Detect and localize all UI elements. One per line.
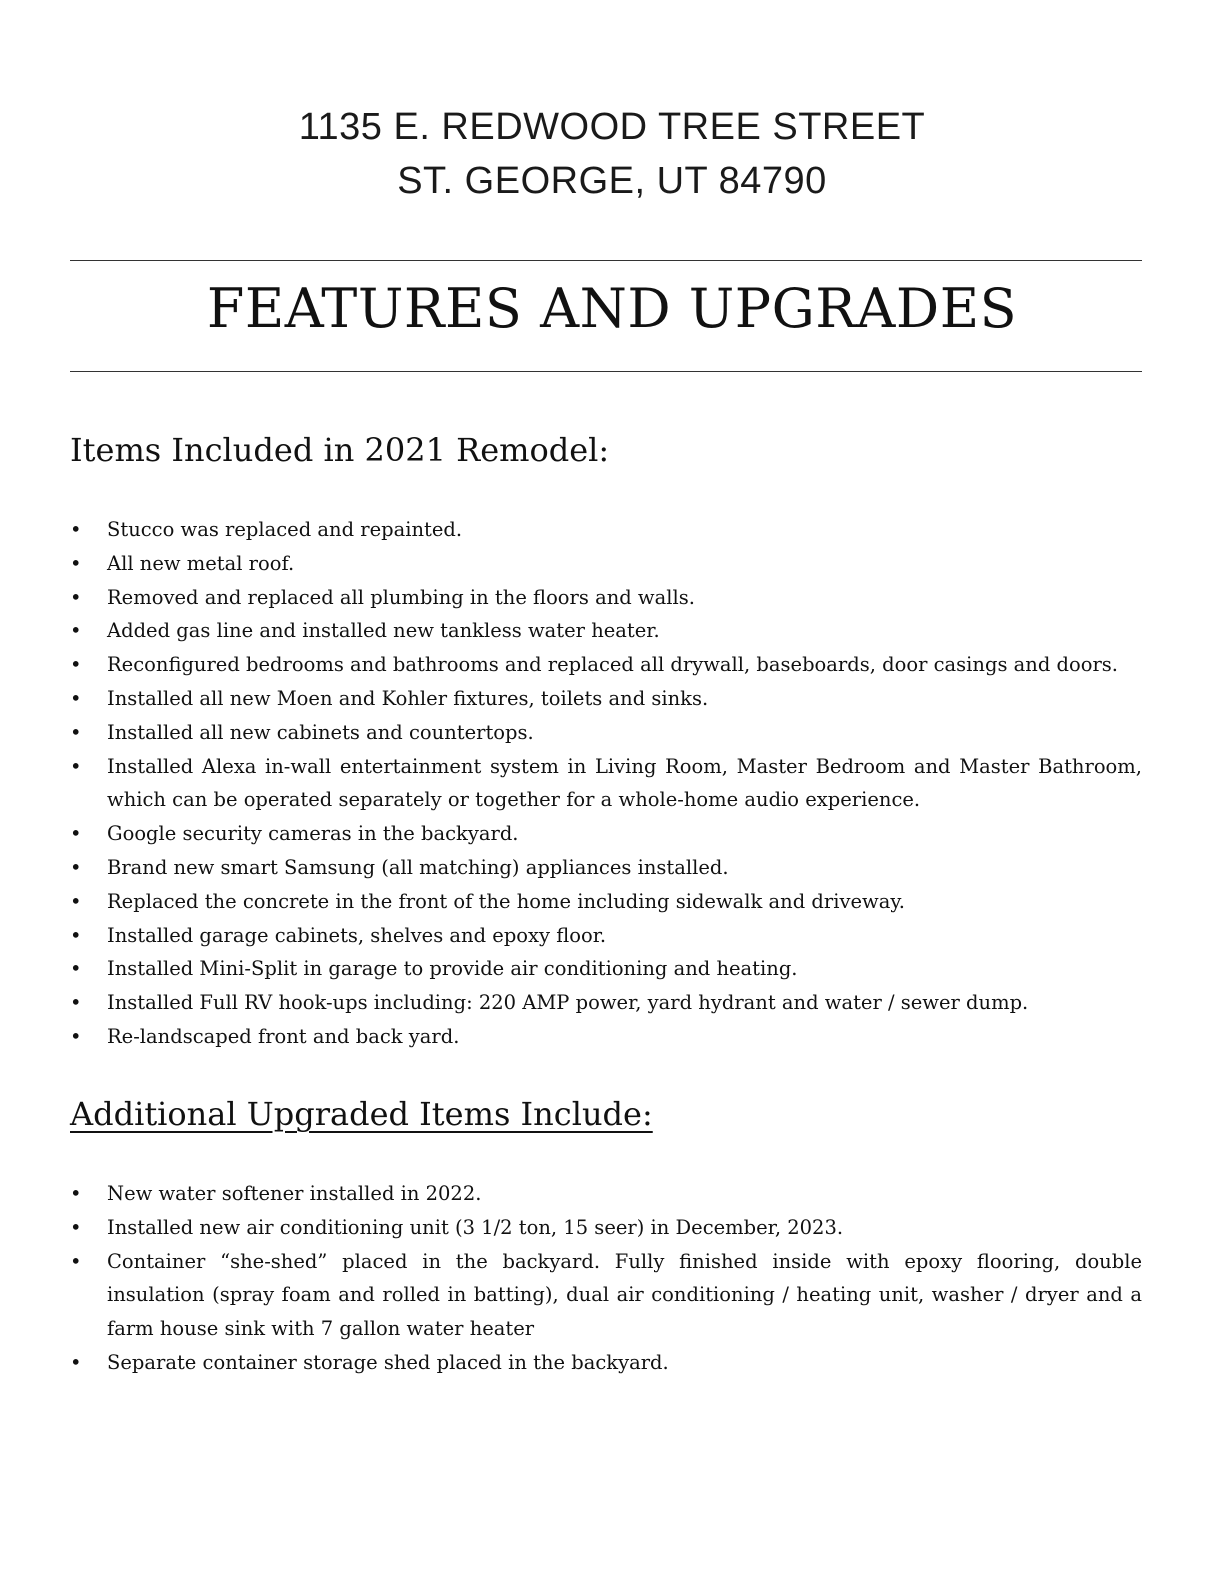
list-item xyxy=(70,817,1142,851)
property-address xyxy=(0,100,1224,208)
divider-top xyxy=(70,260,1142,261)
list-item xyxy=(70,581,1142,615)
bullet-icon: • xyxy=(70,619,82,643)
list-item xyxy=(70,885,1142,919)
list-item xyxy=(70,614,1142,648)
bullet-icon: • xyxy=(70,889,82,913)
list-item-text: Installed all new cabinets and countertops. xyxy=(107,720,534,744)
list-item xyxy=(70,1245,1142,1346)
list-item xyxy=(70,1211,1142,1245)
bullet-icon: • xyxy=(70,686,82,710)
list-item xyxy=(70,513,1142,547)
address-street: 1135 E. REDWOOD TREE STREET xyxy=(298,106,926,148)
bullet-icon: • xyxy=(70,1182,82,1205)
list-item xyxy=(70,986,1142,1020)
bullet-icon: • xyxy=(70,1350,82,1374)
bullet-icon: • xyxy=(70,518,82,541)
bullet-icon: • xyxy=(70,991,82,1015)
list-item xyxy=(70,952,1142,986)
list-item xyxy=(70,648,1142,682)
divider-bottom xyxy=(70,371,1142,372)
list-item-text: Replaced the concrete in the front of the home including sidewalk and driveway. xyxy=(107,889,905,913)
list-item-text: Installed garage cabinets, shelves and epoxy floor. xyxy=(107,923,607,947)
list-item-text: All new metal roof. xyxy=(107,551,295,575)
list-item-text: Added gas line and installed new tankless water heater. xyxy=(107,619,660,643)
list-item xyxy=(70,1020,1142,1054)
bullet-icon: • xyxy=(70,1249,82,1273)
bullet-icon: • xyxy=(70,923,82,947)
bullet-icon: • xyxy=(70,653,82,677)
list-item xyxy=(70,1346,1142,1380)
list-item xyxy=(70,682,1142,716)
list-item-text: Google security cameras in the backyard. xyxy=(107,822,519,846)
section-heading-remodel: Items Included in 2021 Remodel: xyxy=(70,431,610,469)
list-item-text: Installed Mini-Split in garage to provide air conditioning and heating. xyxy=(107,957,798,981)
list-item-text: Re-landscaped front and back yard. xyxy=(107,1024,460,1048)
list-item xyxy=(70,716,1142,750)
list-item-text: New water softener installed in 2022. xyxy=(107,1182,482,1205)
list-item-text: Container “she-shed” placed in the backyard. Fully finished inside with epoxy flooring, double insulation (spray foam and rolled in batting), dual air conditioning / heating unit, washer / dryer and a farm house sink with 7 gallon water heater xyxy=(107,1249,1142,1341)
list-item-text: Installed Full RV hook-ups including: 220 AMP power, yard hydrant and water / sewer dump. xyxy=(107,991,1029,1015)
list-item-text: Separate container storage shed placed in the backyard. xyxy=(107,1350,669,1374)
bullet-icon: • xyxy=(70,1024,82,1048)
address-city-state-zip: ST. GEORGE, UT 84790 xyxy=(397,160,827,202)
list-item xyxy=(70,1177,1142,1211)
list-item-text: Brand new smart Samsung (all matching) appliances installed. xyxy=(107,855,729,879)
list-item-text: Stucco was replaced and repainted. xyxy=(107,518,463,541)
remodel-items-list xyxy=(70,513,1142,1054)
bullet-icon: • xyxy=(70,585,82,609)
list-item-text: Installed Alexa in-wall entertainment system in Living Room, Master Bedroom and Master Bathroom, which can be operated separately or together for a whole-home audio experience. xyxy=(107,754,1142,812)
list-item xyxy=(70,750,1142,818)
additional-items-list xyxy=(70,1177,1142,1380)
bullet-icon: • xyxy=(70,551,82,575)
list-item-text: Installed all new Moen and Kohler fixtures, toilets and sinks. xyxy=(107,686,709,710)
list-item xyxy=(70,919,1142,953)
list-item-text: Installed new air conditioning unit (3 1/2 ton, 15 seer) in December, 2023. xyxy=(107,1215,844,1239)
bullet-icon: • xyxy=(70,720,82,744)
list-item-text: Reconfigured bedrooms and bathrooms and replaced all drywall, baseboards, door casings and doors. xyxy=(107,653,1119,677)
bullet-icon: • xyxy=(70,754,82,778)
section-heading-additional: Additional Upgraded Items Include: xyxy=(70,1095,653,1133)
bullet-icon: • xyxy=(70,822,82,846)
list-item xyxy=(70,547,1142,581)
list-item-text: Removed and replaced all plumbing in the floors and walls. xyxy=(107,585,695,609)
bullet-icon: • xyxy=(70,855,82,879)
bullet-icon: • xyxy=(70,1215,82,1239)
bullet-icon: • xyxy=(70,957,82,981)
list-item xyxy=(70,851,1142,885)
page-title: FEATURES AND UPGRADES xyxy=(206,277,1018,340)
